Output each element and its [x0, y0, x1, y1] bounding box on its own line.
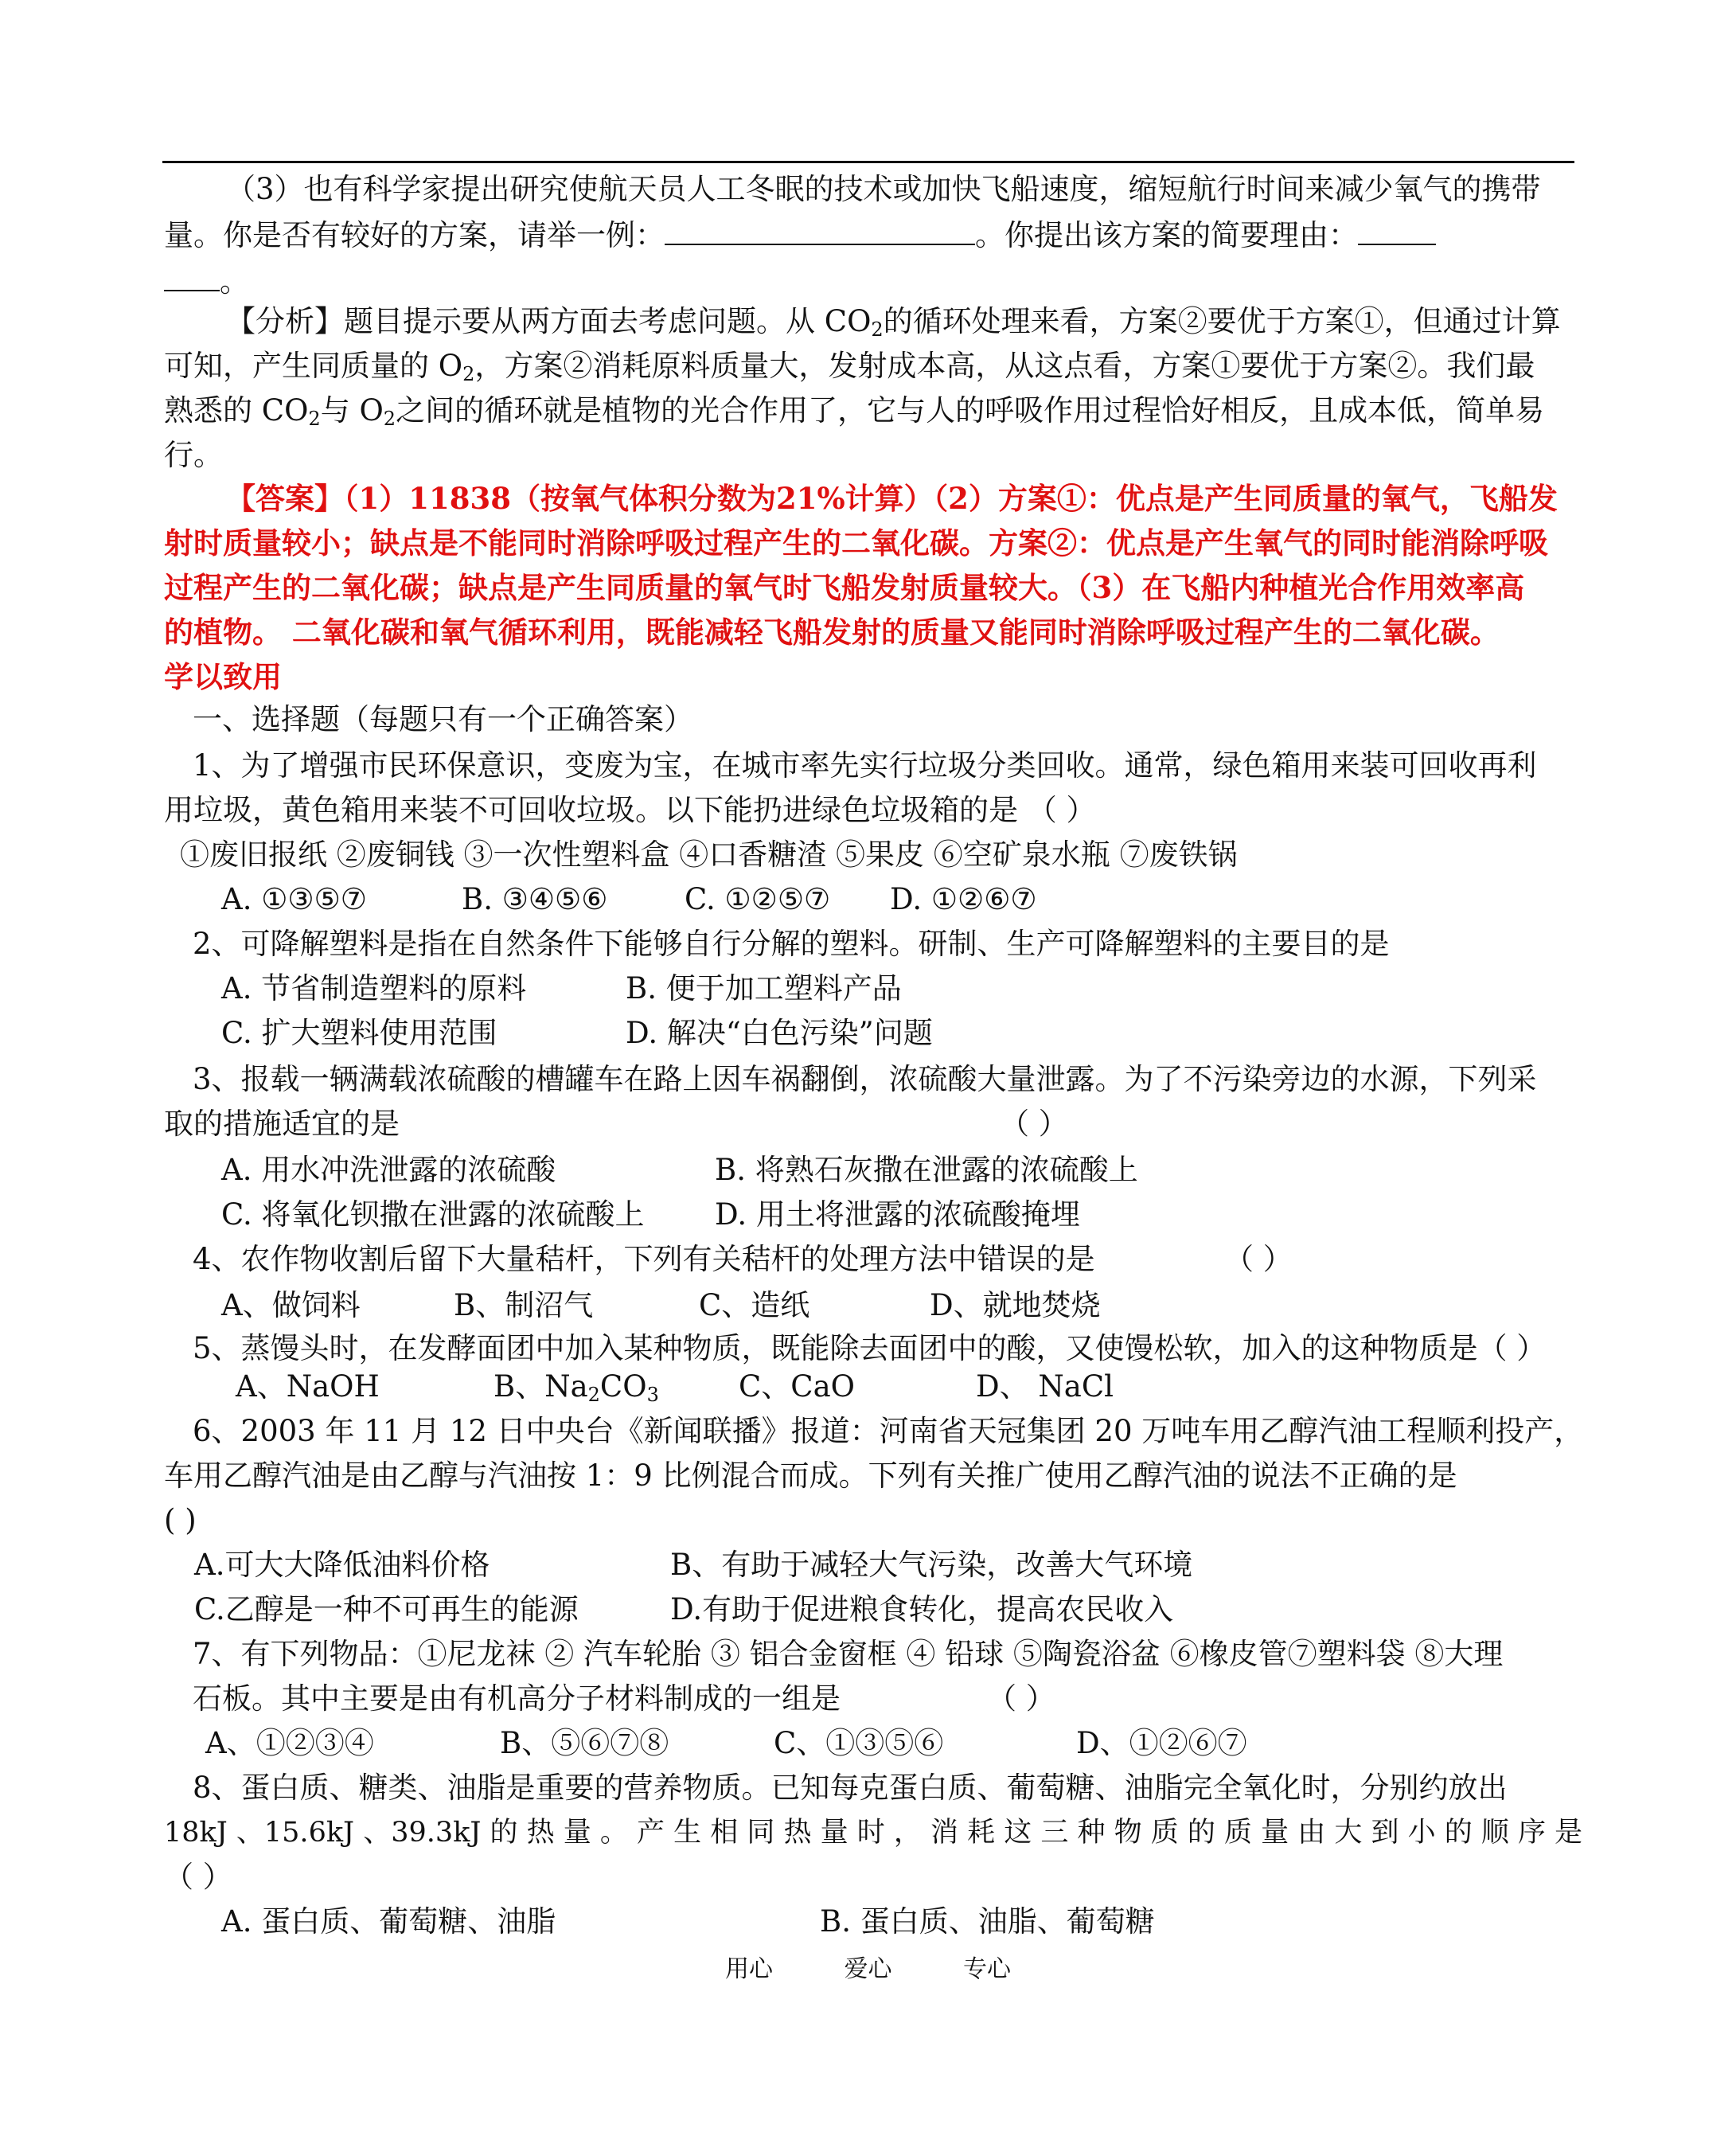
q3-option-a[interactable]: A. 用水冲洗泄露的浓硫酸 [221, 1153, 556, 1187]
q2-line1: 2、可降解塑料是指在自然条件下能够自行分解的塑料。研制、生产可降解塑料的主要目的是 [193, 927, 1390, 961]
q4-option-a[interactable]: A、做饲料 [221, 1288, 361, 1322]
q4-option-b[interactable]: B、制沼气 [454, 1288, 594, 1322]
q4-line1: 4、农作物收割后留下大量秸杆，下列有关秸杆的处理方法中错误的是 （ ） [164, 1237, 1573, 1282]
section-heading-apply: 学以致用 [164, 659, 282, 694]
question-4 [164, 1237, 1573, 1282]
q4-option-d[interactable]: D、就地焚烧 [930, 1288, 1101, 1322]
question-8 [164, 1766, 1583, 1900]
q7-line1: 7、有下列物品：①尼龙袜 ② 汽车轮胎 ③ 铝合金窗框 ④ 铅球 ⑤陶瓷浴盆 ⑥橡皮管⑦塑料袋 ⑧大理 [193, 1637, 1504, 1671]
q7-answer-paren: （ ） [987, 1681, 1055, 1716]
q6-line2: 车用乙醇汽油是由乙醇与汽油按 1：9 比例混合而成。下列有关推广使用乙醇汽油的说法不正确的是 [164, 1458, 1457, 1493]
q2-option-b[interactable]: B. 便于加工塑料产品 [626, 971, 902, 1006]
q1-option-a[interactable]: A. ①③⑤⑦ [221, 882, 367, 916]
analysis-line1: 【分析】题目提示要从两方面去考虑问题。从 $CO_2$的循环处理来看，方案②要优于方案①，但通过计算 [226, 304, 1561, 341]
q7-option-d[interactable]: D、①②⑥⑦ [1076, 1726, 1247, 1760]
q5-option-c[interactable]: C、CaO [739, 1369, 856, 1404]
q3-line3-text: 。 [220, 264, 249, 299]
q4-option-c[interactable]: C、造纸 [699, 1288, 810, 1322]
section-title: 一、选择题（每题只有一个正确答案） [193, 702, 693, 736]
answer-block [164, 476, 1573, 699]
question-3 [164, 1057, 1573, 1146]
question-6 [164, 1409, 1584, 1543]
question-2 [164, 922, 1573, 966]
q8-option-a[interactable]: A. 蛋白质、葡萄糖、油脂 [221, 1904, 556, 1939]
q1-option-c[interactable]: C. ①②⑤⑦ [685, 882, 831, 916]
q8-option-b[interactable]: B. 蛋白质、油脂、葡萄糖 [820, 1904, 1155, 1939]
question-1 [164, 744, 1573, 877]
q3-line2-text: 量。你是否有较好的方案，请举一例： [164, 218, 665, 252]
q3-option-d[interactable]: D. 用土将泄露的浓硫酸掩埋 [715, 1197, 1080, 1232]
q4-answer-paren: （ ） [1224, 1242, 1293, 1276]
q5-line1: 5、蒸馒头时，在发酵面团中加入某种物质，既能除去面团中的酸，又使馒松软，加入的这种物质是（ ） [193, 1331, 1547, 1365]
q1-items: ①废旧报纸 ②废铜钱 ③一次性塑料盒 ④口香糖渣 ⑤果皮 ⑥空矿泉水瓶 ⑦废铁锅 [180, 838, 1238, 872]
page-footer [0, 1949, 1736, 1984]
q3-option-c[interactable]: C. 将氧化钡撒在泄露的浓硫酸上 [221, 1197, 645, 1232]
q3-line1: （3）也有科学家提出研究使航天员人工冬眠的技术或加快飞船速度，缩短航行时间来减少氧气的携带 [226, 172, 1541, 206]
q6-option-d[interactable]: D.有助于促进粮食转化，提高农民收入 [670, 1592, 1174, 1626]
q2-option-c[interactable]: C. 扩大塑料使用范围 [221, 1016, 497, 1050]
q1-option-d[interactable]: D. ①②⑥⑦ [890, 882, 1037, 916]
analysis-line3: 熟悉的 $CO_2$与 $O_2$之间的循环就是植物的光合作用了，它与人的呼吸作用过程恰好相反，且成本低，简单易 [164, 393, 1545, 430]
header-rule [162, 161, 1574, 163]
q6-option-a[interactable]: A.可大大降低油料价格 [194, 1548, 490, 1582]
answer-line2: 射时质量较小；缺点是不能同时消除呼吸过程产生的二氧化碳。方案②：优点是产生氧气的同时能消除呼吸 [164, 525, 1548, 560]
q3-line2 [164, 212, 1573, 258]
q8-line3: （ ） [164, 1860, 232, 1894]
q3-line2-text-b: 。你提出该方案的简要理由： [975, 218, 1358, 252]
q3-line3 [164, 258, 1573, 304]
footer-word-2: 爱心 [844, 1955, 892, 1983]
q6-option-c[interactable]: C.乙醇是一种不可再生的能源 [194, 1592, 579, 1626]
analysis-block [164, 299, 1573, 478]
q3c-answer-paren: （ ） [1000, 1107, 1068, 1141]
q3-option-b[interactable]: B. 将熟石灰撒在泄露的浓硫酸上 [715, 1153, 1138, 1187]
footer-word-3: 专心 [963, 1955, 1012, 1983]
q6-option-b[interactable]: B、有助于减轻大气污染，改善大气环境 [670, 1548, 1193, 1582]
analysis-line2: 可知，产生同质量的 $O_2$，方案②消耗原料质量大，发射成本高，从这点看，方案①要优于方案②。我们最 [164, 349, 1535, 385]
q5-option-b[interactable]: B、$Na_2CO_3$ [493, 1369, 659, 1406]
q8-line2: 18kJ 、15.6kJ 、39.3kJ 的 热 量 。 产 生 相 同 热 量 时 ， 消 耗 这 三 种 物 质 的 质 量 由 大 到 小 的 顺 序 是 [164, 1817, 1583, 1849]
q7-line2: 石板。其中主要是由有机高分子材料制成的一组是 （ ） [164, 1677, 1573, 1721]
q2-option-d[interactable]: D. 解决“白色污染”问题 [626, 1016, 933, 1050]
footer-word-1: 用心 [724, 1955, 773, 1983]
answer-blank-2[interactable] [1358, 212, 1436, 245]
q1-line2: 用垃圾，黄色箱用来装不可回收垃圾。以下能扔进绿色垃圾箱的是 （ ） [164, 793, 1096, 827]
answer-line4: 的植物。 二氧化碳和氧气循环利用，既能减轻飞船发射的质量又能同时消除呼吸过程产生的二氧化碳。 [164, 615, 1500, 650]
q8-line1: 8、蛋白质、糖类、油脂是重要的营养物质。已知每克蛋白质、葡萄糖、油脂完全氧化时，分别约放出 [193, 1771, 1508, 1805]
q5-option-d[interactable]: D、 NaCl [976, 1369, 1114, 1404]
answer-line3: 过程产生的二氧化碳；缺点是产生同质量的氧气时飞船发射质量较大。（3）在飞船内种植光合作用效率高 [164, 570, 1525, 605]
q7-option-a[interactable]: A、①②③④ [205, 1726, 374, 1760]
q7-option-b[interactable]: B、⑤⑥⑦⑧ [500, 1726, 669, 1760]
q3c-line2: 取的措施适宜的是 （ ） [164, 1102, 1573, 1146]
q1-option-b[interactable]: B. ③④⑤⑥ [462, 882, 608, 916]
q6-line3: ( ) [164, 1503, 197, 1537]
q1-line1: 1、为了增强市民环保意识，变废为宝，在城市率先实行垃圾分类回收。通常，绿色箱用来装可回收再利 [193, 748, 1537, 783]
answer-line1: 【答案】（1）11838（按氧气体积分数为21%计算）（2）方案①：优点是产生同质量的氧气，飞船发 [226, 481, 1558, 516]
q3c-line1: 3、报载一辆满载浓硫酸的槽罐车在路上因车祸翻倒，浓硫酸大量泄露。为了不污染旁边的水源，下列采 [193, 1062, 1537, 1096]
q7-option-c[interactable]: C、①③⑤⑥ [774, 1726, 944, 1760]
answer-blank-2-cont[interactable] [164, 258, 220, 291]
q3-part [164, 167, 1573, 304]
analysis-line4: 行。 [164, 438, 223, 472]
question-7 [164, 1632, 1573, 1721]
q6-line1: 6、2003 年 11 月 12 日中央台《新闻联播》报道：河南省天冠集团 20 万吨车用乙醇汽油工程顺利投产， [193, 1414, 1584, 1448]
q5-option-a[interactable]: A、NaOH [236, 1369, 380, 1404]
answer-blank-1[interactable] [665, 212, 975, 245]
q2-option-a[interactable]: A. 节省制造塑料的原料 [221, 971, 527, 1006]
